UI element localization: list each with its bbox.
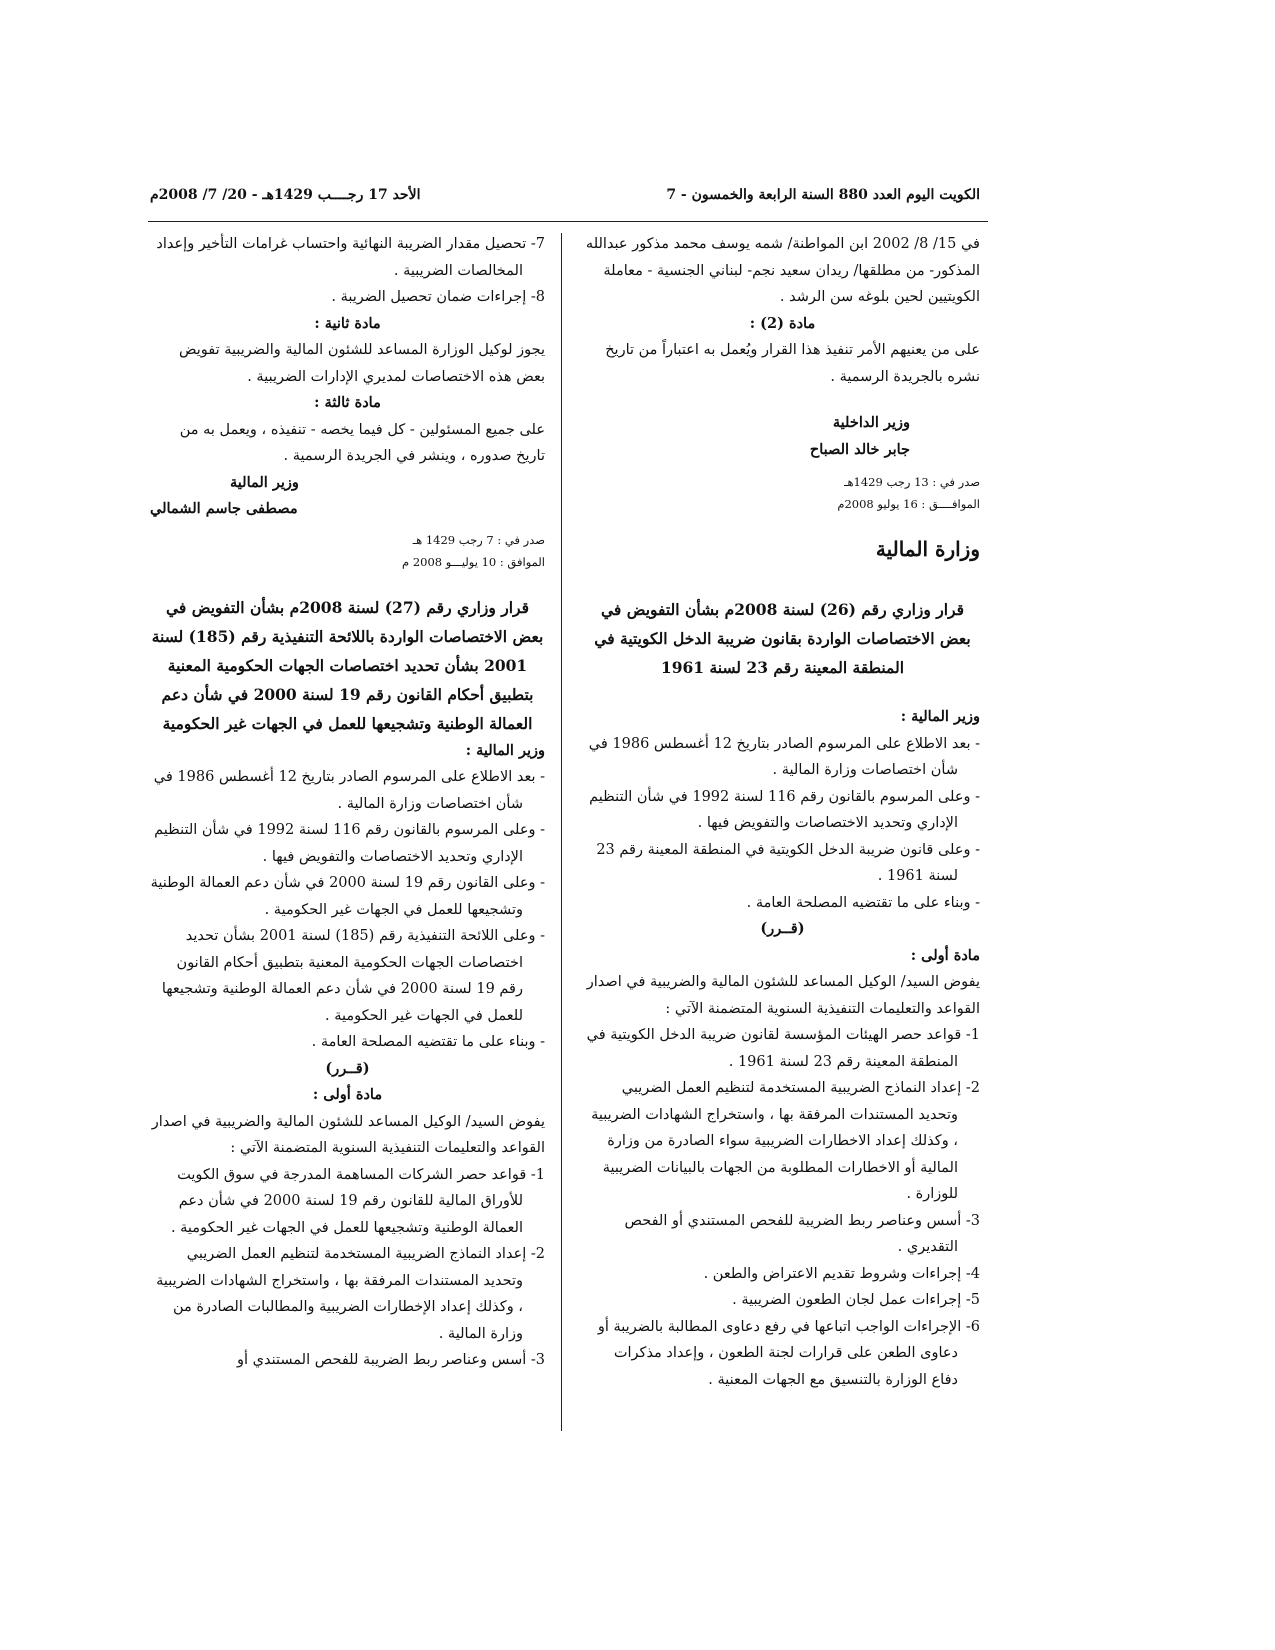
article-3-text: على جميع المسئولين - كل فيما يخصه - تنفيذه ، ويعمل به من تاريخ صدوره ، وينشر في الجريدة الرسمية . — [179, 421, 545, 464]
preamble-item: - بعد الاطلاع على المرسوم الصادر بتاريخ 12 أغسطس 1986 في شأن اختصاصات وزارة المالية . — [153, 769, 545, 812]
list-item: 1- قواعد حصر الهيئات المؤسسة لقانون ضريبة الدخل الكويتية في المنطقة المعينة رقم 23 لسنة 1961 . — [586, 1027, 980, 1070]
list-item: 8- إجراءات ضمان تحصيل الضريبة . — [331, 289, 545, 305]
corresponding-date: الموافق : 10 يوليـــو 2008 م — [402, 554, 545, 569]
signer-name: مصطفى جاسم الشمالي — [150, 500, 298, 517]
preamble-item: - وبناء على ما تقتضيه المصلحة العامة . — [311, 1034, 545, 1050]
header-divider — [148, 221, 988, 222]
continued-paragraph: في 15/ 8/ 2002 ابن المواطنة/ شمه يوسف محمد مذكور عبدالله المذكور- من مطلقها/ ريدان سعيد نجم- لبناني الجنسية - معاملة الكويتيين لحين بلوغه سن الرشد . — [585, 236, 980, 305]
list-item: 5- إجراءات عمل لجان الطعون الضريبية . — [732, 1292, 980, 1308]
decision-title: قرار وزاري رقم (27) لسنة 2008م بشأن التفويض في بعض الاختصاصات الواردة باللائحة التنفيذية رقم (185) لسنة 2001 بشأن تحديد اختصاصات الجهات الحكومية المعنية بتطبيق أحكام القانون رقم 19 لسنة 2000 في شأن دعم العمالة الوطنية وتشجيعها للعمل في الجهات غير الحكومية — [151, 597, 544, 733]
column-divider — [561, 233, 562, 1431]
preamble-item: - وعلى القانون رقم 19 لسنة 2000 في شأن دعم العمالة الوطنية وتشجيعها للعمل في الجهات غير الحكومية . — [150, 875, 545, 918]
list-item: 3- أسس وعناصر ربط الضريبة للفحص المستندي أو الفحص التقديري . — [624, 1212, 980, 1255]
running-header-date: الأحد 17 رجــــب 1429هـ - 20/ 7/ 2008م — [150, 187, 421, 203]
preamble-item: - وعلى المرسوم بالقانون رقم 116 لسنة 1992 في شأن التنظيم الإداري وتحديد الاختصاصات والتفويض فيها . — [154, 822, 545, 865]
signer-title: وزير المالية — [230, 473, 299, 491]
list-item: 2- إعداد النماذج الضريبية المستخدمة لتنظيم العمل الضريبي وتحديد المستندات المرفقة بها ، واستخراج الشهادات الضريبية ، وكذلك إعداد الاخطارات الضريبية سواء الصادرة من وزارة المالية أو الاخطارات المطلوبة من الجهات بالبيانات الضريبية للوزارة . — [591, 1080, 980, 1202]
list-item: 4- إجراءات وشروط تقديم الاعتراض والطعن . — [703, 1265, 980, 1282]
article-2-heading: مادة ثانية : — [314, 314, 381, 332]
article-1-heading: مادة أولى : — [312, 1086, 383, 1103]
article-3-heading: مادة ثالثة : — [314, 394, 381, 411]
minister-intro: وزير المالية : — [900, 708, 980, 725]
list-item: 6- الإجراءات الواجب اتباعها في رفع دعاوى المطالبة بالضريبة أو دعاوى الطعن على قرارات لجنة الطعون ، وإعداد مذكرات دفاع الوزارة بالتنسيق مع الجهات المعنية . — [597, 1318, 980, 1388]
list-item: 3- أسس وعناصر ربط الضريبة للفحص المستندي أو — [236, 1352, 545, 1368]
corresponding-date: الموافــــق : 16 يوليو 2008م — [837, 497, 980, 511]
signer-name: جابر خالد الصباح — [809, 440, 910, 458]
article-1-intro: يفوض السيد/ الوكيل المساعد للشئون المالية والضريبية في اصدار القواعد والتعليمات التنفيذية السنوية المتضمنة الآتي : — [586, 974, 980, 1017]
article-1-intro: يفوض السيد/ الوكيل المساعد للشئون المالية والضريبية في اصدار القواعد والتعليمات التنفيذية السنوية المتضمنة الآتي : — [151, 1113, 545, 1156]
running-header-issue: الكويت اليوم العدد 880 السنة الرابعة والخمسون - 7 — [666, 187, 980, 203]
right-column — [585, 231, 980, 1393]
minister-intro: وزير المالية : — [465, 741, 545, 759]
article-1-heading: مادة أولى : — [910, 946, 980, 964]
preamble-item: - وعلى قانون ضريبة الدخل الكويتية في المنطقة المعينة رقم 23 لسنة 1961 . — [596, 841, 980, 884]
issued-date: صدر في : 13 رجب 1429هـ — [844, 475, 980, 489]
issued-date: صدر في : 7 رجب 1429 هـ — [412, 532, 545, 547]
decided-heading: (قــرر) — [325, 1059, 370, 1077]
preamble-item: - بعد الاطلاع على المرسوم الصادر بتاريخ 12 أغسطس 1986 في شأن اختصاصات وزارة المالية . — [588, 735, 980, 778]
article-2-heading: مادة (2) : — [749, 314, 816, 332]
article-2-text: على من يعنيهم الأمر تنفيذ هذا القرار ويُعمل به اعتباراً من تاريخ نشره بالجريدة الرسمية . — [605, 342, 980, 385]
preamble-item: - وعلى المرسوم بالقانون رقم 116 لسنة 1992 في شأن التنظيم الإداري وتحديد الاختصاصات والتفويض فيها . — [589, 788, 980, 831]
list-item: 1- قواعد حصر الشركات المساهمة المدرجة في سوق الكويت للأوراق المالية للقانون رقم 19 لسنة 2000 في شأن دعم العمالة الوطنية وتشجيعها للعمل في الجهات غير الحكومية . — [170, 1166, 545, 1236]
signer-title: وزير الداخلية — [832, 414, 910, 431]
decision-title: قرار وزاري رقم (26) لسنة 2008م بشأن التفويض في بعض الاختصاصات الواردة بقانون ضريبة الدخل الكويتية في المنطقة المعينة رقم 23 لسنة 1961 — [594, 600, 971, 677]
list-item: 7- تحصيل مقدار الضريبة النهائية واحتساب غرامات التأخير وإعداد المخالصات الضريبية . — [156, 236, 545, 279]
preamble-item: - وبناء على ما تقتضيه المصلحة العامة . — [746, 894, 980, 911]
decided-heading: (قــرر) — [760, 920, 805, 937]
preamble-item: - وعلى اللائحة التنفيذية رقم (185) لسنة 2001 بشأن تحديد اختصاصات الجهات الحكومية المعنية بتطبيق أحكام القانون رقم 19 لسنة 2000 في شأن دعم العمالة الوطنية وتشجيعها للعمل في الجهات غير الحكومية . — [161, 928, 545, 1024]
article-2-text: يجوز لوكيل الوزارة المساعد للشئون المالية والضريبية تفويض بعض هذه الاختصاصات لمديري الإدارات الضريبية . — [178, 342, 545, 385]
ministry-heading: وزارة المالية — [875, 537, 980, 561]
left-column — [150, 231, 545, 1374]
list-item: 2- إعداد النماذج الضريبية المستخدمة لتنظيم العمل الضريبي وتحديد المستندات المرفقة بها ، واستخراج الشهادات الضريبية ، وكذلك إعداد الإخطارات الضريبية والمطالبات الصادرة من وزارة المالية . — [156, 1246, 545, 1342]
